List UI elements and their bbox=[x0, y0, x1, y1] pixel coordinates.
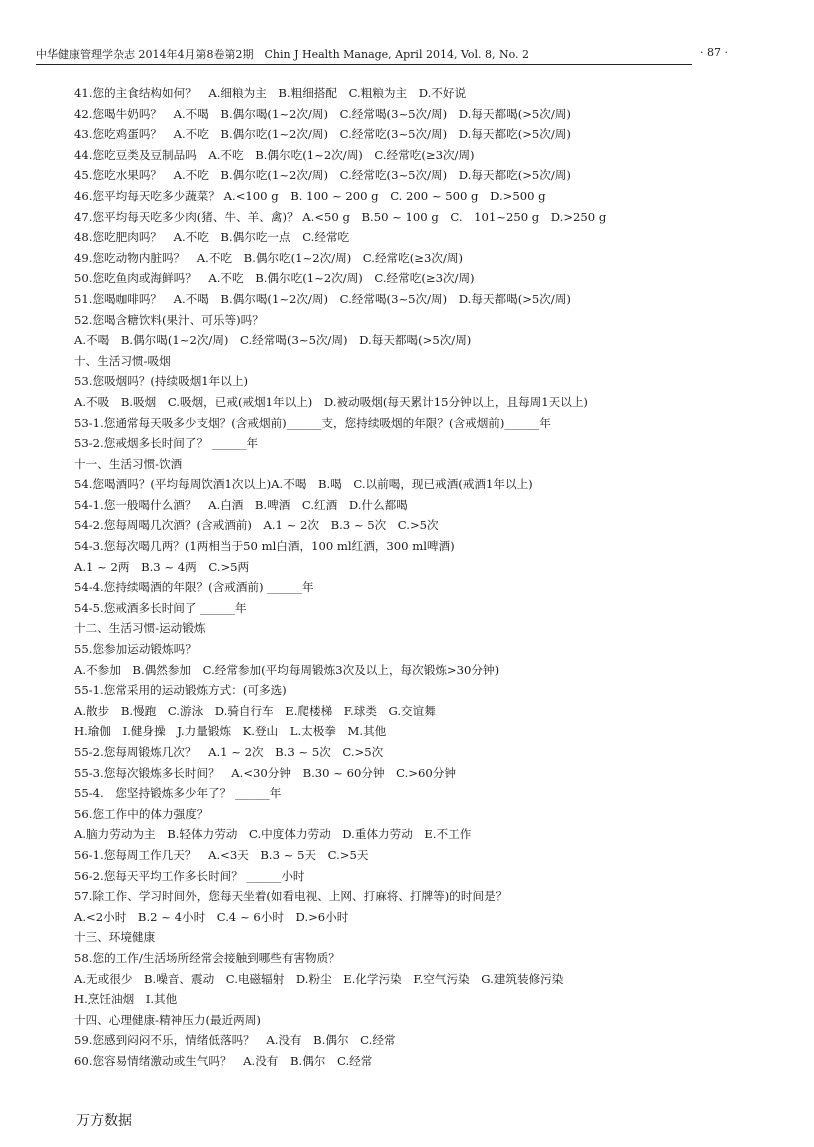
question-line: 56-1.您每周工作几天？ A.<3天 B.3 ~ 5天 C.>5天 bbox=[74, 847, 369, 862]
question-line: 44.您吃豆类及豆制品吗 A.不吃 B.偶尔吃(1~2次/周) C.经常吃(≥3次/周) bbox=[74, 147, 475, 162]
question-line: 43.您吃鸡蛋吗？ A.不吃 B.偶尔吃(1~2次/周) C.经常吃(3~5次/周) D.每天都吃(>5次/周) bbox=[74, 127, 571, 142]
section-heading: 十二、生活习惯-运动锻炼 bbox=[74, 621, 206, 636]
section-heading: 十四、心理健康-精神压力(最近两周) bbox=[74, 1012, 261, 1027]
question-line: 49.您吃动物内脏吗？ A.不吃 B.偶尔吃(1~2次/周) C.经常吃(≥3次/周) bbox=[74, 250, 463, 265]
question-line: 56.您工作中的体力强度？ bbox=[74, 806, 209, 821]
question-line: 46.您平均每天吃多少蔬菜？ A.<100 g B. 100 ~ 200 g C. 200 ~ 500 g D.>500 g bbox=[74, 188, 546, 203]
question-line: 48.您吃肥肉吗？ A.不吃 B.偶尔吃一点 C.经常吃 bbox=[74, 230, 350, 245]
question-line: 54-3.您每次喝几两？(1两相当于50 ml白酒，100 ml红酒，300 ml啤酒) bbox=[74, 539, 455, 554]
question-line: 58.您的工作/生活场所经常会接触到哪些有害物质？ bbox=[74, 950, 340, 965]
question-line: 53-2.您戒烟多长时间了？ ______年 bbox=[74, 436, 259, 451]
question-line: 55-1.您常采用的运动锻炼方式：(可多选) bbox=[74, 683, 287, 698]
question-line: 55-3.您每次锻炼多长时间？ A.<30分钟 B.30 ~ 60分钟 C.>60分钟 bbox=[74, 765, 456, 780]
question-line: 54-2.您每周喝几次酒？(含戒酒前) A.1 ~ 2次 B.3 ~ 5次 C.>5次 bbox=[74, 518, 439, 533]
question-line: A.不吸 B.吸烟 C.吸烟，已戒(戒烟1年以上) D.被动吸烟(每天累计15分钟以上，且每周1天以上) bbox=[74, 394, 588, 409]
question-line: A.散步 B.慢跑 C.游泳 D.骑自行车 E.爬楼梯 F.球类 G.交谊舞 bbox=[74, 703, 436, 718]
questionnaire-body bbox=[74, 83, 774, 1072]
page-number: · 87 · bbox=[700, 46, 728, 59]
question-line: 42.您喝牛奶吗？ A.不喝 B.偶尔喝(1~2次/周) C.经常喝(3~5次/周) D.每天都喝(>5次/周) bbox=[74, 106, 571, 121]
question-line: 60.您容易情绪激动或生气吗？ A.没有 B.偶尔 C.经常 bbox=[74, 1053, 373, 1068]
question-line: 54-5.您戒酒多长时间了 ______年 bbox=[74, 600, 247, 615]
question-line: A.不喝 B.偶尔喝(1~2次/周) C.经常喝(3~5次/周) D.每天都喝(>5次/周) bbox=[74, 333, 472, 348]
section-heading: 十一、生活习惯-饮酒 bbox=[74, 456, 183, 471]
question-line: 47.您平均每天吃多少肉(猪、牛、羊、禽)？ A.<50 g B.50 ~ 100 g C. 101~250 g D.>250 g bbox=[74, 209, 607, 224]
question-line: 50.您吃鱼肉或海鲜吗？ A.不吃 B.偶尔吃(1~2次/周) C.经常吃(≥3次/周) bbox=[74, 271, 475, 286]
question-line: 55-4. 您坚持锻炼多少年了？ ______年 bbox=[74, 786, 282, 801]
question-line: 54.您喝酒吗？(平均每周饮酒1次以上)A.不喝 B.喝 C.以前喝，现已戒酒(戒酒1年以上) bbox=[74, 477, 533, 492]
question-line: 57.除工作、学习时间外，您每天坐着(如看电视、上网、打麻将、打牌等)的时间是？ bbox=[74, 889, 508, 904]
section-heading: 十三、环境健康 bbox=[74, 930, 156, 945]
question-line: 45.您吃水果吗？ A.不吃 B.偶尔吃(1~2次/周) C.经常吃(3~5次/周) D.每天都吃(>5次/周) bbox=[74, 168, 571, 183]
question-line: 55-2.您每周锻炼几次？ A.1 ~ 2次 B.3 ~ 5次 C.>5次 bbox=[74, 745, 384, 759]
journal-header: 中华健康管理学杂志 2014年4月第8卷第2期 Chin J Health Manage, April 2014, Vol. 8, No. 2 bbox=[36, 46, 692, 65]
question-line: 55.您参加运动锻炼吗？ bbox=[74, 642, 197, 657]
question-line: 53.您吸烟吗？(持续吸烟1年以上) bbox=[74, 374, 248, 389]
question-line: 59.您感到闷闷不乐，情绪低落吗？ A.没有 B.偶尔 C.经常 bbox=[74, 1033, 396, 1048]
question-line: A.1 ~ 2两 B.3 ~ 4两 C.>5两 bbox=[74, 559, 250, 574]
question-line: 52.您喝含糖饮料(果汁、可乐等)吗？ bbox=[74, 312, 264, 327]
question-line: 54-4.您持续喝酒的年限？(含戒酒前) ______年 bbox=[74, 580, 314, 595]
question-line: A.<2小时 B.2 ~ 4小时 C.4 ~ 6小时 D.>6小时 bbox=[74, 909, 349, 924]
section-heading: 十、生活习惯-吸烟 bbox=[74, 353, 171, 368]
question-line: 54-1.您一般喝什么酒？ A.白酒 B.啤酒 C.红酒 D.什么都喝 bbox=[74, 497, 408, 512]
question-line: A.脑力劳动为主 B.轻体力劳动 C.中度体力劳动 D.重体力劳动 E.不工作 bbox=[74, 827, 472, 842]
question-line: H.瑜伽 I.健身操 J.力量锻炼 K.登山 L.太极拳 M.其他 bbox=[74, 724, 387, 739]
question-line: A.不参加 B.偶然参加 C.经常参加(平均每周锻炼3次及以上，每次锻炼>30分钟) bbox=[74, 662, 500, 677]
question-line: 56-2.您每天平均工作多长时间？ ______小时 bbox=[74, 868, 305, 883]
watermark: 万方数据 bbox=[76, 1113, 132, 1129]
question-line: 51.您喝咖啡吗？ A.不喝 B.偶尔喝(1~2次/周) C.经常喝(3~5次/周) D.每天都喝(>5次/周) bbox=[74, 291, 571, 306]
question-line: A.无或很少 B.噪音、震动 C.电磁辐射 D.粉尘 E.化学污染 F.空气污染 G.建筑装修污染 bbox=[74, 971, 564, 986]
question-line: 41.您的主食结构如何？ A.细粮为主 B.粗细搭配 C.粗粮为主 D.不好说 bbox=[74, 86, 467, 100]
question-line: 53-1.您通常每天吸多少支烟？(含戒烟前)______支，您持续吸烟的年限？(含戒烟前)______年 bbox=[74, 415, 551, 430]
question-line: H.烹饪油烟 I.其他 bbox=[74, 992, 178, 1007]
